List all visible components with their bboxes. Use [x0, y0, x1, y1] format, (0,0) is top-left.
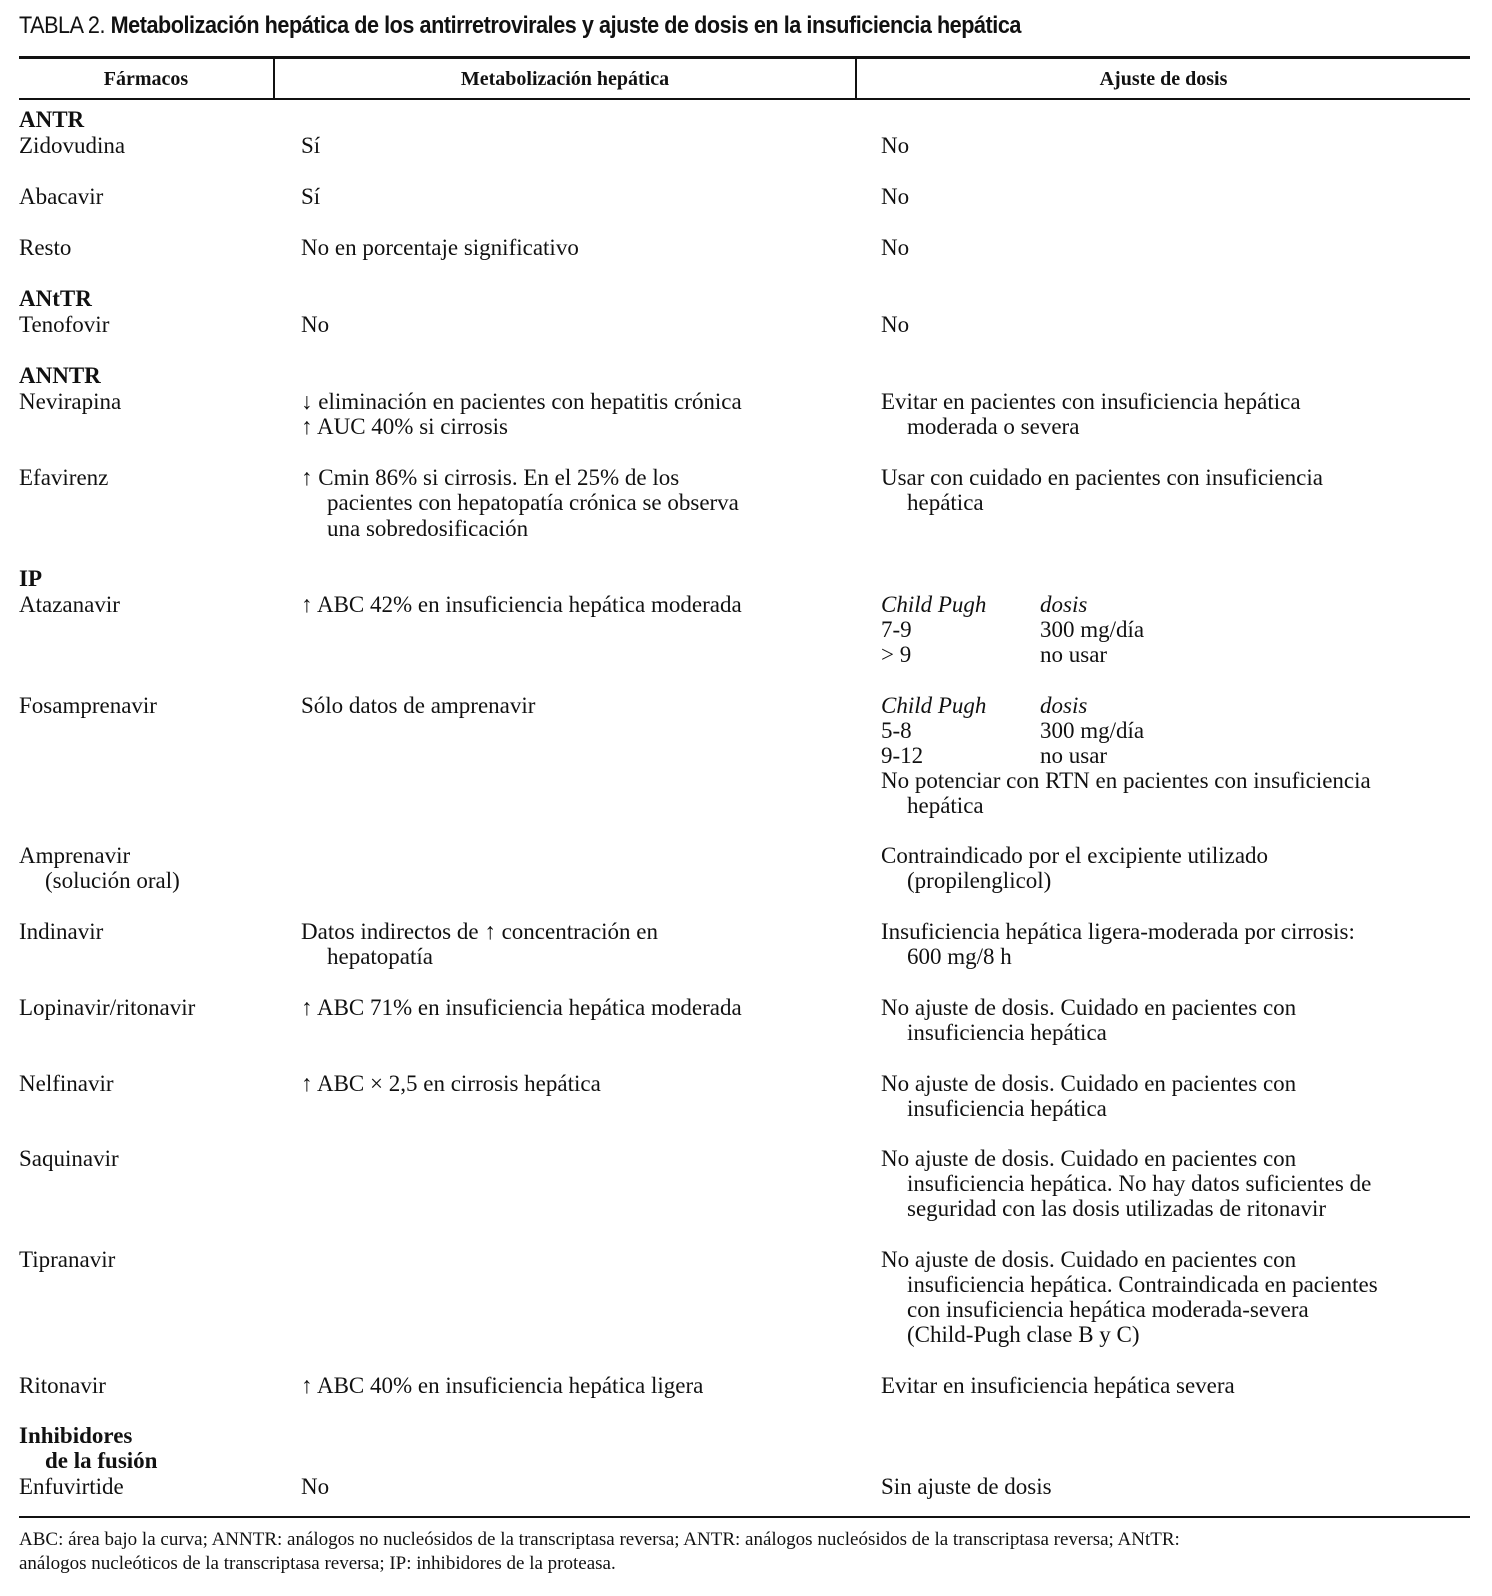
drug-nelfinavir: Nelfinavir: [19, 1071, 114, 1096]
footnote-line-1: ABC: área bajo la curva; ANNTR: análogos no nucleósidos de la transcriptasa reversa; ANTR: análogos nucleósidos de la transcriptasa reversa; ANtTR:: [19, 1529, 1180, 1550]
metab-atazanavir: ↑ ABC 42% en insuficiencia hepática moderada: [301, 592, 742, 617]
adj-tipranavir-2: insuficiencia hepática. Contraindicada en pacientes: [907, 1272, 1378, 1297]
drug-enfuvirtide: Enfuvirtide: [19, 1474, 124, 1499]
adj-lopinavir-2: insuficiencia hepática: [907, 1020, 1107, 1045]
drug-saquinavir: Saquinavir: [19, 1146, 119, 1171]
adj-tipranavir-4: (Child-Pugh clase B y C): [907, 1322, 1140, 1347]
group-antr: ANTR: [19, 107, 85, 132]
adj-indinavir-2: 600 mg/8 h: [907, 944, 1012, 969]
adj-indinavir-1: Insuficiencia hepática ligera-moderada por cirrosis:: [881, 919, 1355, 944]
adj-resto: No: [881, 235, 910, 260]
adj-amprenavir-1: Contraindicado por el excipiente utilizado: [881, 843, 1269, 868]
adj-lopinavir-1: No ajuste de dosis. Cuidado en pacientes con: [881, 995, 1297, 1020]
caption-title: Metabolización hepática de los antirretrovirales y ajuste de dosis en la insuficiencia hepática: [110, 12, 1021, 39]
drug-resto: Resto: [19, 235, 72, 260]
dose-fosamprenavir-2: no usar: [1040, 743, 1108, 768]
drug-amprenavir-1: Amprenavir: [19, 843, 131, 868]
adj-saquinavir-1: No ajuste de dosis. Cuidado en pacientes con: [881, 1146, 1297, 1171]
metab-resto: No en porcentaje significativo: [301, 235, 579, 260]
metab-lopinavir: ↑ ABC 71% en insuficiencia hepática moderada: [301, 995, 742, 1020]
adj-saquinavir-3: seguridad con las dosis utilizadas de ritonavir: [907, 1196, 1327, 1221]
footnote-line-2: análogos nucleóticos de la transcriptasa reversa; IP: inhibidores de la proteasa.: [19, 1552, 616, 1574]
note-fosamprenavir-1: No potenciar con RTN en pacientes con insuficiencia: [881, 768, 1371, 793]
header-adjustment: Ajuste de dosis: [1099, 68, 1228, 90]
footnote: [19, 1528, 1180, 1575]
drug-ritonavir: Ritonavir: [19, 1373, 106, 1398]
drug-zidovudina: Zidovudina: [19, 133, 126, 158]
metab-zidovudina: Sí: [301, 133, 321, 158]
child-pugh-atazanavir-1: 7-9: [881, 617, 912, 642]
adj-amprenavir-2: (propilenglicol): [907, 868, 1052, 893]
drug-abacavir: Abacavir: [19, 184, 104, 209]
header-metabolism: Metabolización hepática: [460, 68, 670, 90]
top-rule: [19, 56, 1470, 59]
group-anntr: ANNTR: [19, 363, 101, 388]
child-pugh-fosamprenavir-2: 9-12: [881, 743, 924, 768]
group-fusion-2: de la fusión: [45, 1448, 158, 1473]
drug-fosamprenavir: Fosamprenavir: [19, 693, 157, 718]
header-rule: [19, 98, 1470, 100]
adj-tipranavir-1: No ajuste de dosis. Cuidado en pacientes con: [881, 1247, 1297, 1272]
adj-nevirapina-1: Evitar en pacientes con insuficiencia hepática: [881, 389, 1301, 414]
adj-nelfinavir-2: insuficiencia hepática: [907, 1096, 1107, 1121]
child-pugh-label-atazanavir: Child Pugh: [881, 592, 987, 617]
adj-zidovudina: No: [881, 133, 910, 158]
adj-efavirenz-1: Usar con cuidado en pacientes con insuficiencia: [881, 465, 1323, 490]
adj-enfuvirtide: Sin ajuste de dosis: [881, 1474, 1052, 1499]
drug-lopinavir: Lopinavir/ritonavir: [19, 995, 196, 1020]
dose-atazanavir-1: 300 mg/día: [1040, 617, 1145, 642]
dose-label-fosamprenavir: dosis: [1040, 693, 1088, 718]
metab-abacavir: Sí: [301, 184, 321, 209]
metab-fosamprenavir: Sólo datos de amprenavir: [301, 693, 536, 718]
bottom-rule: [19, 1516, 1470, 1518]
child-pugh-fosamprenavir-1: 5-8: [881, 718, 912, 743]
metab-indinavir-1: Datos indirectos de ↑ concentración en: [301, 919, 659, 944]
metab-ritonavir: ↑ ABC 40% en insuficiencia hepática ligera: [301, 1373, 704, 1398]
metab-nelfinavir: ↑ ABC × 2,5 en cirrosis hepática: [301, 1071, 601, 1096]
drug-indinavir: Indinavir: [19, 919, 104, 944]
metab-tenofovir: No: [301, 312, 330, 337]
metab-nevirapina-2: ↑ AUC 40% si cirrosis: [301, 414, 508, 439]
adj-ritonavir: Evitar en insuficiencia hepática severa: [881, 1373, 1235, 1398]
adj-saquinavir-2: insuficiencia hepática. No hay datos suficientes de: [907, 1171, 1372, 1196]
dose-fosamprenavir-1: 300 mg/día: [1040, 718, 1145, 743]
dose-label-atazanavir: dosis: [1040, 592, 1088, 617]
note-fosamprenavir-2: hepática: [907, 793, 984, 818]
metab-nevirapina-1: ↓ eliminación en pacientes con hepatitis crónica: [301, 389, 742, 414]
group-fusion-1: Inhibidores: [19, 1423, 133, 1448]
group-anttr: ANtTR: [19, 286, 92, 311]
metab-efavirenz-1: ↑ Cmin 86% si cirrosis. En el 25% de los: [301, 465, 680, 490]
table-caption: [19, 12, 1021, 40]
dose-atazanavir-2: no usar: [1040, 642, 1108, 667]
header-drugs: Fármacos: [103, 68, 189, 90]
caption-label: TABLA 2.: [19, 12, 106, 39]
metab-enfuvirtide: No: [301, 1474, 330, 1499]
adj-tipranavir-3: con insuficiencia hepática moderada-severa: [907, 1297, 1309, 1322]
metab-indinavir-2: hepatopatía: [327, 944, 434, 969]
adj-nevirapina-2: moderada o severa: [907, 414, 1080, 439]
metab-efavirenz-2: pacientes con hepatopatía crónica se observa: [327, 490, 739, 515]
drug-tenofovir: Tenofovir: [19, 312, 110, 337]
adj-efavirenz-2: hepática: [907, 490, 984, 515]
group-ip: IP: [19, 566, 42, 591]
drug-tipranavir: Tipranavir: [19, 1247, 116, 1272]
drug-nevirapina: Nevirapina: [19, 389, 122, 414]
adj-abacavir: No: [881, 184, 910, 209]
drug-atazanavir: Atazanavir: [19, 592, 120, 617]
adj-tenofovir: No: [881, 312, 910, 337]
child-pugh-atazanavir-2: > 9: [881, 642, 912, 667]
drug-efavirenz: Efavirenz: [19, 465, 109, 490]
drug-amprenavir-2: (solución oral): [45, 868, 180, 893]
metab-efavirenz-3: una sobredosificación: [327, 516, 529, 541]
child-pugh-label-fosamprenavir: Child Pugh: [881, 693, 987, 718]
adj-nelfinavir-1: No ajuste de dosis. Cuidado en pacientes con: [881, 1071, 1297, 1096]
